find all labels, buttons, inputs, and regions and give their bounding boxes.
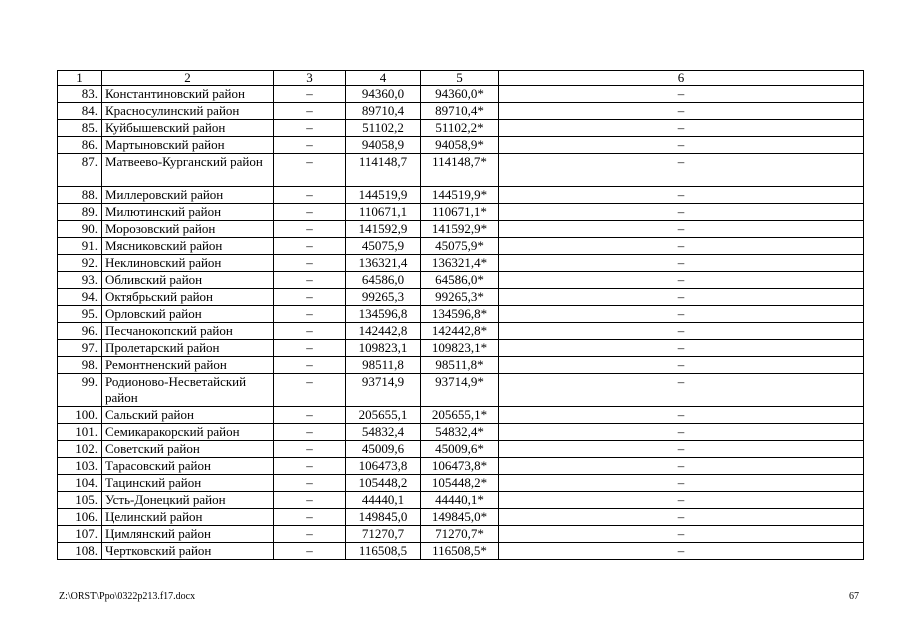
table-row: [58, 120, 864, 137]
col-5-value: 44440,1*: [421, 492, 499, 509]
district-name: Тацинский район: [102, 475, 274, 492]
col-4-value: 54832,4: [346, 424, 421, 441]
col-6-value: –: [499, 475, 864, 492]
district-name: Ремонтненский район: [102, 357, 274, 374]
row-number: 92.: [58, 255, 102, 272]
table-row: [58, 221, 864, 238]
col-3-value: –: [274, 289, 346, 306]
col-5-value: 94058,9*: [421, 137, 499, 154]
col-6-value: –: [499, 492, 864, 509]
district-name: Сальский район: [102, 407, 274, 424]
table-row: [58, 340, 864, 357]
row-number: 93.: [58, 272, 102, 289]
col-5-value: 110671,1*: [421, 204, 499, 221]
col-3-value: –: [274, 238, 346, 255]
col-5-value: 64586,0*: [421, 272, 499, 289]
col-6-value: –: [499, 86, 864, 103]
table-row: [58, 306, 864, 323]
table-row: [58, 424, 864, 441]
table-row: [58, 187, 864, 204]
row-number: 102.: [58, 441, 102, 458]
col-4-value: 205655,1: [346, 407, 421, 424]
col-6-value: –: [499, 526, 864, 543]
row-number: 85.: [58, 120, 102, 137]
col-3-value: –: [274, 103, 346, 120]
col-3-value: –: [274, 441, 346, 458]
district-name: Семикаракорский район: [102, 424, 274, 441]
row-number: 83.: [58, 86, 102, 103]
col-4-value: 71270,7: [346, 526, 421, 543]
col-6-value: –: [499, 120, 864, 137]
data-table: [57, 70, 864, 560]
col-5-value: 94360,0*: [421, 86, 499, 103]
col-6-value: –: [499, 323, 864, 340]
col-3-value: –: [274, 374, 346, 407]
col-5-value: 105448,2*: [421, 475, 499, 492]
row-number: 106.: [58, 509, 102, 526]
col-3-value: –: [274, 272, 346, 289]
col-5-value: 98511,8*: [421, 357, 499, 374]
district-name: Цимлянский район: [102, 526, 274, 543]
row-number: 101.: [58, 424, 102, 441]
col-5-value: 45075,9*: [421, 238, 499, 255]
district-name: Миллеровский район: [102, 187, 274, 204]
col-4-value: 141592,9: [346, 221, 421, 238]
col-5-value: 144519,9*: [421, 187, 499, 204]
district-name: Красносулинский район: [102, 103, 274, 120]
col-6-value: –: [499, 306, 864, 323]
col-6-value: –: [499, 103, 864, 120]
col-6-value: –: [499, 221, 864, 238]
table-row: [58, 154, 864, 187]
table-row: [58, 509, 864, 526]
row-number: 104.: [58, 475, 102, 492]
row-number: 96.: [58, 323, 102, 340]
col-3-value: –: [274, 492, 346, 509]
col-6-value: –: [499, 458, 864, 475]
header-col-3: 3: [274, 71, 346, 86]
table-row: [58, 238, 864, 255]
col-4-value: 93714,9: [346, 374, 421, 407]
col-3-value: –: [274, 509, 346, 526]
col-3-value: –: [274, 187, 346, 204]
row-number: 99.: [58, 374, 102, 407]
col-5-value: 54832,4*: [421, 424, 499, 441]
col-3-value: –: [274, 221, 346, 238]
col-5-value: 205655,1*: [421, 407, 499, 424]
district-name: Орловский район: [102, 306, 274, 323]
row-number: 108.: [58, 543, 102, 560]
row-number: 103.: [58, 458, 102, 475]
table-header-row: [58, 71, 864, 86]
col-5-value: 106473,8*: [421, 458, 499, 475]
district-name: Куйбышевский район: [102, 120, 274, 137]
header-col-5: 5: [421, 71, 499, 86]
col-3-value: –: [274, 306, 346, 323]
row-number: 88.: [58, 187, 102, 204]
table-row: [58, 458, 864, 475]
table-body: [58, 86, 864, 560]
footer-file-path: Z:\ORST\Ppo\0322p213.f17.docx: [59, 591, 196, 602]
col-4-value: 134596,8: [346, 306, 421, 323]
col-5-value: 142442,8*: [421, 323, 499, 340]
district-name: Чертковский район: [102, 543, 274, 560]
col-6-value: –: [499, 424, 864, 441]
col-5-value: 45009,6*: [421, 441, 499, 458]
row-number: 105.: [58, 492, 102, 509]
table-row: [58, 255, 864, 272]
row-number: 91.: [58, 238, 102, 255]
header-col-2: 2: [102, 71, 274, 86]
row-number: 90.: [58, 221, 102, 238]
table-row: [58, 374, 864, 407]
col-3-value: –: [274, 86, 346, 103]
col-3-value: –: [274, 120, 346, 137]
col-6-value: –: [499, 441, 864, 458]
district-name: Тарасовский район: [102, 458, 274, 475]
col-4-value: 116508,5: [346, 543, 421, 560]
district-name: Усть-Донецкий район: [102, 492, 274, 509]
district-name: Морозовский район: [102, 221, 274, 238]
header-col-4: 4: [346, 71, 421, 86]
table-row: [58, 475, 864, 492]
col-5-value: 109823,1*: [421, 340, 499, 357]
col-4-value: 94360,0: [346, 86, 421, 103]
col-6-value: –: [499, 289, 864, 306]
district-name: Неклиновский район: [102, 255, 274, 272]
col-5-value: 136321,4*: [421, 255, 499, 272]
col-6-value: –: [499, 255, 864, 272]
col-6-value: –: [499, 238, 864, 255]
table-row: [58, 272, 864, 289]
col-6-value: –: [499, 204, 864, 221]
district-name: Обливский район: [102, 272, 274, 289]
col-5-value: 93714,9*: [421, 374, 499, 407]
col-3-value: –: [274, 357, 346, 374]
col-4-value: 94058,9: [346, 137, 421, 154]
col-6-value: –: [499, 407, 864, 424]
col-6-value: –: [499, 357, 864, 374]
row-number: 97.: [58, 340, 102, 357]
col-5-value: 51102,2*: [421, 120, 499, 137]
table-row: [58, 86, 864, 103]
table-row: [58, 323, 864, 340]
col-3-value: –: [274, 424, 346, 441]
col-3-value: –: [274, 407, 346, 424]
col-4-value: 64586,0: [346, 272, 421, 289]
col-4-value: 109823,1: [346, 340, 421, 357]
row-number: 87.: [58, 154, 102, 187]
district-name: Советский район: [102, 441, 274, 458]
col-4-value: 114148,7: [346, 154, 421, 187]
district-name: Октябрьский район: [102, 289, 274, 306]
col-4-value: 110671,1: [346, 204, 421, 221]
col-4-value: 136321,4: [346, 255, 421, 272]
header-col-1: 1: [58, 71, 102, 86]
col-5-value: 134596,8*: [421, 306, 499, 323]
col-3-value: –: [274, 137, 346, 154]
col-6-value: –: [499, 137, 864, 154]
row-number: 84.: [58, 103, 102, 120]
table-row: [58, 543, 864, 560]
district-name: Милютинский район: [102, 204, 274, 221]
col-3-value: –: [274, 458, 346, 475]
col-6-value: –: [499, 543, 864, 560]
col-4-value: 149845,0: [346, 509, 421, 526]
col-5-value: 89710,4*: [421, 103, 499, 120]
row-number: 98.: [58, 357, 102, 374]
col-5-value: 141592,9*: [421, 221, 499, 238]
district-name: Мясниковский район: [102, 238, 274, 255]
table-row: [58, 526, 864, 543]
district-name: Пролетарский район: [102, 340, 274, 357]
col-5-value: 116508,5*: [421, 543, 499, 560]
col-4-value: 45075,9: [346, 238, 421, 255]
col-3-value: –: [274, 526, 346, 543]
col-5-value: 99265,3*: [421, 289, 499, 306]
col-4-value: 98511,8: [346, 357, 421, 374]
table-row: [58, 407, 864, 424]
col-3-value: –: [274, 255, 346, 272]
row-number: 89.: [58, 204, 102, 221]
col-4-value: 142442,8: [346, 323, 421, 340]
col-3-value: –: [274, 340, 346, 357]
col-6-value: –: [499, 272, 864, 289]
district-name: Целинский район: [102, 509, 274, 526]
col-4-value: 51102,2: [346, 120, 421, 137]
col-5-value: 149845,0*: [421, 509, 499, 526]
table-row: [58, 289, 864, 306]
district-name: Родионово-Несветайский район: [102, 374, 274, 407]
header-col-6: 6: [499, 71, 864, 86]
row-number: 86.: [58, 137, 102, 154]
col-3-value: –: [274, 475, 346, 492]
col-6-value: –: [499, 374, 864, 407]
table-row: [58, 137, 864, 154]
col-4-value: 106473,8: [346, 458, 421, 475]
table-row: [58, 492, 864, 509]
table-row: [58, 357, 864, 374]
district-name: Константиновский район: [102, 86, 274, 103]
col-6-value: –: [499, 509, 864, 526]
page-number: 67: [849, 591, 859, 602]
col-3-value: –: [274, 154, 346, 187]
col-4-value: 45009,6: [346, 441, 421, 458]
col-4-value: 89710,4: [346, 103, 421, 120]
col-3-value: –: [274, 323, 346, 340]
col-4-value: 105448,2: [346, 475, 421, 492]
col-5-value: 71270,7*: [421, 526, 499, 543]
col-6-value: –: [499, 154, 864, 187]
col-6-value: –: [499, 187, 864, 204]
col-4-value: 144519,9: [346, 187, 421, 204]
col-3-value: –: [274, 204, 346, 221]
table-row: [58, 441, 864, 458]
col-4-value: 44440,1: [346, 492, 421, 509]
col-4-value: 99265,3: [346, 289, 421, 306]
row-number: 94.: [58, 289, 102, 306]
col-6-value: –: [499, 340, 864, 357]
district-name: Мартыновский район: [102, 137, 274, 154]
row-number: 100.: [58, 407, 102, 424]
col-5-value: 114148,7*: [421, 154, 499, 187]
col-3-value: –: [274, 543, 346, 560]
table-row: [58, 103, 864, 120]
row-number: 107.: [58, 526, 102, 543]
district-name: Матвеево-Курганский район: [102, 154, 274, 187]
row-number: 95.: [58, 306, 102, 323]
district-name: Песчанокопский район: [102, 323, 274, 340]
table-row: [58, 204, 864, 221]
